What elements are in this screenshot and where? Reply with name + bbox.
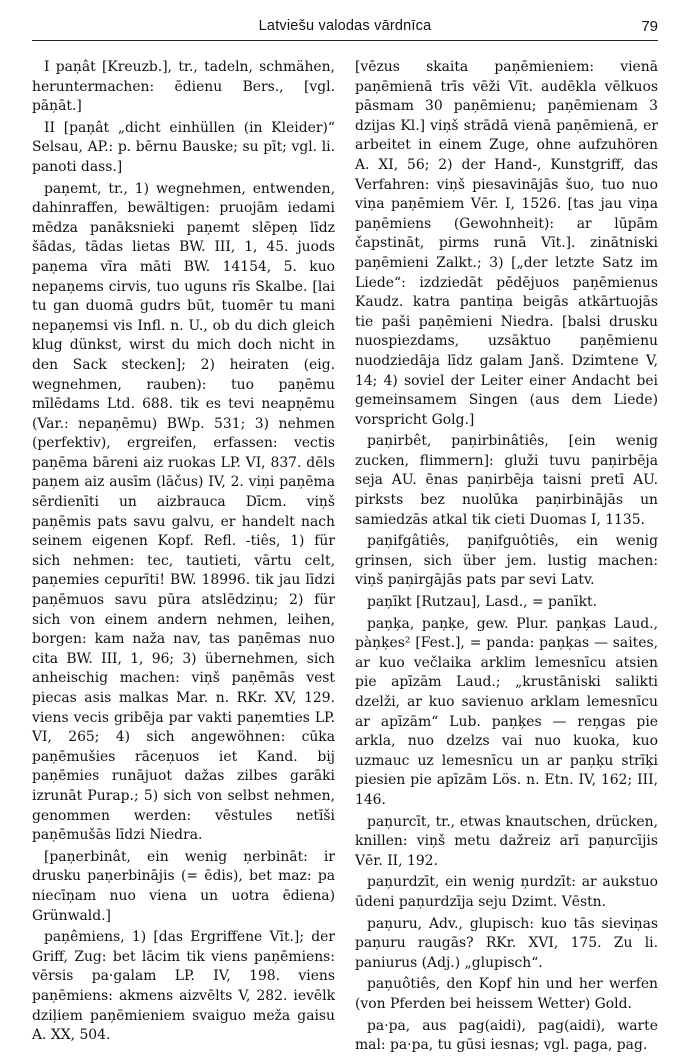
entry-panerbinat: [paņerbinât, ein wenig ņerbināt: ir drusku paņerbinājis (= ēdis), bet maz: pa niecīņam nuo viena un uotra ēdiena) Grünwald.] [32,848,335,924]
entry-panirgaties: paņifgâtiês, paņifguôtiês, ein wenig grinsen, sich über jem. lustig machen: viņš paņirgājās pats par sevi Latv. [355,533,658,589]
entry-panemiens: paņêmiens, 1) [das Ergriffene Vīt.]; der Griff, Zug: bet lācim tik viens paņēmiens: vērsis pa·galam LP. IV, 198. viens paņēmiens: akmens aizvēlts V, 282. ievēlk dziļiem paņēmieniem svaiguo meža gaisu A. XX, 504. [32,929,335,1044]
running-title: Latviešu valodas vārdnīca [258,18,432,34]
entry-panat-1: I paņât [Kreuzb.], tr., tadeln, schmähen, heruntermachen: ēdienu Bers., [vgl. pāņāt.] [32,59,335,115]
entry-panka: paņķa, paņķe, gew. Plur. paņķas Laud., pàņķes² [Fest.], = panda: paņķas — saites, ar kuo večlaika arklim lemesnīcu atsien pie apīzām Laud.; „krustāniski salikti dzelži, ar kuo savienuo arklam lemesnīcu ar apīzām“ Lub. paņķes — reņgas pie arkla, nuo dzelzs vai nuo kuoka, kuo uzmauc uz lemesnīcu un ar paņķu strīķi piesien pie apīzām Lös. n. Etn. IV, 162; III, 146. [355,615,658,808]
entry-papa: pa·pa, aus pag(aidi), pag(aidi), warte mal: pa·pa, tu gūsi iesnas; vgl. paga, pag. [355,1017,658,1054]
entry-panikt: paņīkt [Rutzau], Lasd., = panīkt. [367,594,597,611]
entry-panirbet: paņirbêt, paņirbinâtiês, [ein wenig zucken, flimmern]: gluži tuvu paņirbēja seja AU. ēnas paņirbēja taisni pretī AU. pirksts bez nuolūka paņirbinājās un samiedzās atkal tik cieti Duomas I, 1135. [355,433,658,528]
entry-panuru: paņuru, Adv., glupisch: kuo tās sieviņas paņuru raugās? RKr. XVI, 175. Zu li. paniurus (Adj.) „glupisch“. [355,915,658,971]
entry-panemt: paņemt, tr., 1) wegnehmen, entwenden, dahinraffen, bewältigen: pruojām iedami mēdza panāksnieki paņemt slēpeņ līdz šādas, tādas lietas BW. III, 1, 45. juods paņema vīra māti BW. 14154, 5. kuo nepaņems cirvis, tuo uguns rīs Skalbe. [lai tu gan duomā gudrs būt, tuomēr tu mani nepaņemsi vis Infl. n. U., ob du dich gleich klug dünkst, wirst du mich doch nicht in den Sack stecken]; 2) heiraten (eig. wegnehmen, rauben): tuo paņēmu mīlēdams Ltd. 688. tik es tevi neapņēmu (Var.: nepaņēmu) BWp. 531; 3) nehmen (perfektiv), ergreifen, erfassen: vectis paņēma bāreni aiz ruokas LP. VI, 837. dēls paņem aiz ausīm (lāčus) IV, 2. viņi paņēma sērdienīti un aizbrauca Dīcm. viņš paņēmis pats savu galvu, er handelt nach seinem eigenen Kopf. Refl. -tiês, 1) für sich nehmen: tec, tautieti, vārtu celt, paņemies cepurīti! BW. 18996. tik jau līdzi paņēmuos savu pūra atslēdziņu; 2) für sich von einem andern nehmen, leihen, borgen: kam naža nav, tas paņēmas nuo cita BW. III, 1, 96; 3) übernehmen, sich anheischig machen: viņš paņēmās vest piecas asis malkas Mar. n. RKr. XV, 129. viens vecis gribēja par vakti paņemties LP. VI, 265; 4) sich angewöhnen: cūka paņēmušies rāceņuos iet Kand. bij paņēmies runājuot dažas zilbes garāki izrunāt Purap.; 5) sich von selbst nehmen, genommen werden: vēstules netīši paņēmušās līdzi Niedra. [32,180,335,844]
page-number: 79 [641,18,658,35]
entry-panurdzit: paņurdzīt, ein wenig ņurdzīt: ar aukstuo ūdeni paņurdzīja seju Dzimt. Vēstn. [355,874,658,910]
entry-panemiens-cont: [vēzus skaita paņēmieniem: vienā paņēmienā trīs vēži Vīt. audēkla vēlkuos pāsmam 30 paņēmienu; paņēmienam 3 dzijas Kl.] viņš strādā vienā paņēmienā, er arbeitet in einem Zuge, ohne aufzuhören A. XI, 56; 2) der Hand-, Kunstgriff, das Verfahren: viņš piesavinājās šuo, tuo nuo viņa paņēmiem Vēr. I, 1526. [tas jau viņa paņēmiens (Gewohnheit): ar lūpām čapstināt, pirms runā Vīt.]. zinātniski paņēmieni Zalkt.; 3) [„der letzte Satz im Liede“: izdziedāt pēdējuos paņēmienus Kaudz. katra pantiņa beigās atkārtuojās tie paši paņēmieni Niedra. [balsi drusku nuospiezdams, uzsāktuo paņēmienu nuodziedāja līdz galam Janš. Dzimtene V, 14; 4) soviel der Leiter einer Andacht bei gemeinsamem Singen (aus dem Liede) vorspricht Golg.] [355,59,658,428]
entry-panat-2: II [paņât „dicht einhüllen (in Kleider)“ Selsau, AP.: p. bērnu Bauske; su pīt; vgl. li. panoti dass.] [32,119,335,175]
right-column [355,58,658,1058]
running-head [32,18,658,41]
left-column [32,58,335,1048]
entry-panurcit: paņurcīt, tr., etwas knautschen, drücken, knillen: viņš metu dažreiz arī paņurcījis Vēr. II, 192. [355,813,658,869]
entry-panuoties: paņuôtiês, den Kopf hin und her werfen (von Pferden bei heissem Wetter) Gold. [355,976,658,1012]
